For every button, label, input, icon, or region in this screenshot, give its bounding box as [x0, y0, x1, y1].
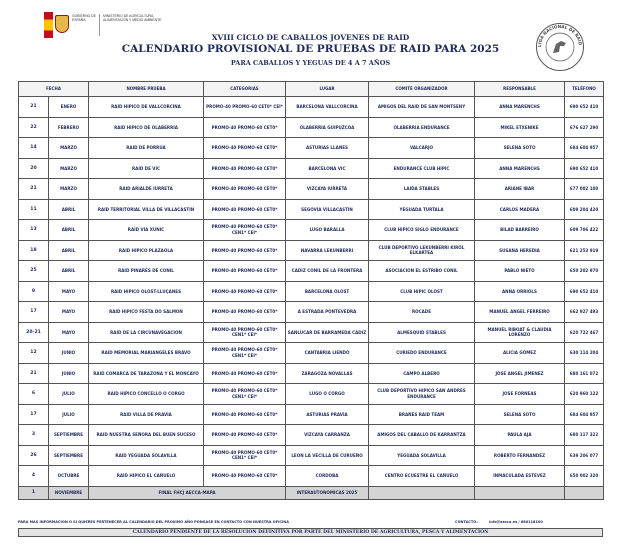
- event-place: LUGO BARALLA: [286, 220, 369, 241]
- contact-value: info@aecca.es / 680118100: [489, 520, 543, 524]
- event-place: VIZCAYA CARRANZA: [286, 425, 369, 446]
- event-categories: PROMO-40 PROMO-60 CET0* CEN1* CEI*: [204, 343, 286, 364]
- event-responsible: INMACULADA ESTEVEZ: [475, 466, 565, 487]
- event-place: CANTABRIA LIENDO: [286, 343, 369, 364]
- event-committee: CENTRO ECUESTRE EL CAÑUELO: [369, 466, 475, 487]
- event-categories: PROMO-40 PROMO-60 CET0* CEN1* CEI*: [204, 220, 286, 241]
- table-row: [19, 384, 604, 405]
- column-header-fecha: FECHA: [19, 82, 89, 97]
- event-name: RAID HIPICO CONCELLO O CORGO: [89, 384, 204, 405]
- final-place: INTERAUTONOMICAS 2025: [286, 486, 369, 499]
- event-name: RAID TERRITORIAL VILLA DE VILLACASTIN: [89, 199, 204, 220]
- event-name: RAID YEGUADA SOLAVILLA: [89, 445, 204, 466]
- column-header-nombre: NOMBRE PRUEBA: [89, 82, 204, 97]
- event-month: MARZO: [49, 179, 89, 200]
- event-categories: PROMO-40 PROMO-60 CET0* CEN1* CEI*: [204, 445, 286, 466]
- event-name: RAID HIPICO FESTA DO SALMON: [89, 302, 204, 323]
- footer-info-line: [18, 520, 603, 524]
- coat-of-arms-icon: [55, 15, 69, 33]
- event-responsible: JOSE FORNEAS: [475, 384, 565, 405]
- column-header-lugar: LUGAR: [286, 82, 369, 97]
- event-responsible: SUSANA HEREDIA: [475, 240, 565, 261]
- event-name: RAID MEMORIAL MARIANGELES BRAVO: [89, 343, 204, 364]
- final-empty-cell: [565, 486, 604, 499]
- page-subtitle: PARA CABALLOS Y YEGUAS DE 4 A 7 AÑOS: [230, 59, 391, 67]
- event-day: 9: [19, 281, 49, 302]
- event-name: RAID HIPICO DE OLABERRIA: [89, 117, 204, 138]
- event-name: RAID COMARCA DE TARAZONA Y EL MONCAYO: [89, 363, 204, 384]
- event-month: JULIO: [49, 404, 89, 425]
- column-header-comite: COMITÉ ORGANIZADOR: [369, 82, 475, 97]
- table-row: [19, 281, 604, 302]
- event-place: NAVARRA LEKUNBERRI: [286, 240, 369, 261]
- event-phone: 677 002 100: [565, 179, 604, 200]
- event-month: JULIO: [49, 384, 89, 405]
- event-categories: PROMO-40 PROMO-60 CET0* CEI*: [204, 97, 286, 118]
- event-responsible: CARLOS MADERA: [475, 199, 565, 220]
- event-phone: 620 960 122: [565, 384, 604, 405]
- event-phone: 684 604 957: [565, 138, 604, 159]
- event-committee: ASOCIACION EL ESTRIBO CONIL: [369, 261, 475, 282]
- event-month: ABRIL: [49, 261, 89, 282]
- event-month: MARZO: [49, 158, 89, 179]
- table-row: [19, 343, 604, 364]
- event-place: OLABERRIA GUIPUZCOA: [286, 117, 369, 138]
- table-row: [19, 179, 604, 200]
- table-row: [19, 138, 604, 159]
- event-phone: 690 652 410: [565, 97, 604, 118]
- event-responsible: ROBERTO FERNANDEZ: [475, 445, 565, 466]
- calendar-table: [18, 81, 604, 500]
- column-header-responsable: RESPONSABLE: [475, 82, 565, 97]
- event-place: CADIZ CONIL DE LA FRONTERA: [286, 261, 369, 282]
- event-day: 17: [19, 404, 49, 425]
- table-row: [19, 240, 604, 261]
- event-day: 11: [19, 199, 49, 220]
- event-categories: PROMO-40 PROMO-60 CET0*: [204, 158, 286, 179]
- event-place: ZARAGOZA NOVALLAS: [286, 363, 369, 384]
- event-day: 6: [19, 384, 49, 405]
- event-responsible: SELENA SOTO: [475, 138, 565, 159]
- event-committee: CLUB HIPICO SIGLO ENDURANCE: [369, 220, 475, 241]
- event-day: 20: [19, 158, 49, 179]
- event-name: RAID ARIALDE IURRETA: [89, 179, 204, 200]
- event-day: 21: [19, 363, 49, 384]
- event-day: 13: [19, 220, 49, 241]
- event-categories: PROMO-40 PROMO-60 CET0* CEN1* CEI*: [204, 322, 286, 343]
- event-responsible: SELENA SOTO: [475, 404, 565, 425]
- column-header-categorias: CATEGORIAS: [204, 82, 286, 97]
- table-row: [19, 220, 604, 241]
- event-phone: 684 604 957: [565, 404, 604, 425]
- event-responsible: MIKEL ETXENIKE: [475, 117, 565, 138]
- event-committee: YEGUADA TURTALA: [369, 199, 475, 220]
- event-responsible: ANNA MARENCHS: [475, 158, 565, 179]
- table-row: [19, 302, 604, 323]
- event-phone: 630 114 204: [565, 343, 604, 364]
- pending-resolution-note: CALENDARIO PENDIENTE DE LA RESOLUCION DEFINITIVA POR PARTE DEL MINISTERIO DE AGRICULTURA, PESCA Y ALIMENTACION: [18, 528, 603, 537]
- event-categories: PROMO-40 PROMO-60 CET0*: [204, 240, 286, 261]
- seal-text: LIGA NACIONAL DE RAID: [536, 23, 583, 48]
- event-month: ABRIL: [49, 240, 89, 261]
- event-name: RAID DE LA CIRCUNAVEGACION: [89, 322, 204, 343]
- event-month: MAYO: [49, 322, 89, 343]
- event-phone: 650 002 320: [565, 466, 604, 487]
- event-categories: PROMO-40 PROMO-60 CET0*: [204, 117, 286, 138]
- event-place: LEON LA VECILLA DE CURUEÑO: [286, 445, 369, 466]
- final-name: FINAL FHCJ AECCA-MAPA: [89, 486, 286, 499]
- event-place: ASTURIAS LLANES: [286, 138, 369, 159]
- event-responsible: PABLO NIETO: [475, 261, 565, 282]
- final-empty-cell: [475, 486, 565, 499]
- event-day: 25: [19, 261, 49, 282]
- event-name: RAID DE VIC: [89, 158, 204, 179]
- event-place: BARCELONA VIC: [286, 158, 369, 179]
- event-name: RAID HIPICO EL CAÑUELO: [89, 466, 204, 487]
- event-phone: 680 161 072: [565, 363, 604, 384]
- event-phone: 621 253 919: [565, 240, 604, 261]
- event-name: RAID PINARES DE CONIL: [89, 261, 204, 282]
- event-phone: 639 206 077: [565, 445, 604, 466]
- event-committee: VALCARJO: [369, 138, 475, 159]
- event-committee: ALMESQUID STABLES: [369, 322, 475, 343]
- event-responsible: ANNA MARENCHS: [475, 97, 565, 118]
- event-month: ABRIL: [49, 220, 89, 241]
- event-responsible: MANUEL ANGEL FERREIRO: [475, 302, 565, 323]
- event-categories: PROMO-40 PROMO-60 CET0*: [204, 425, 286, 446]
- event-responsible: ANNA ORRIOLS: [475, 281, 565, 302]
- event-day: 21: [19, 97, 49, 118]
- final-day: 1: [19, 486, 49, 499]
- table-row: [19, 322, 604, 343]
- event-phone: 650 202 970: [565, 261, 604, 282]
- event-phone: 620 722 467: [565, 322, 604, 343]
- event-responsible: ALICIA GÓMEZ: [475, 343, 565, 364]
- event-day: 14: [19, 138, 49, 159]
- event-day: 4: [19, 466, 49, 487]
- table-row: [19, 261, 604, 282]
- event-place: ASTURIAS PRAVIA: [286, 404, 369, 425]
- event-categories: PROMO-40 PROMO-60 CET0*: [204, 199, 286, 220]
- event-phone: 662 927 493: [565, 302, 604, 323]
- event-committee: BRAÑES RAID TEAM: [369, 404, 475, 425]
- event-committee: ENDURANCE CLUB HIPIC: [369, 158, 475, 179]
- event-month: ENERO: [49, 97, 89, 118]
- event-responsible: BILAD BARREIRO: [475, 220, 565, 241]
- event-committee: AMIGOS DEL CABALLO DE KARRANTZA: [369, 425, 475, 446]
- event-place: A ESTRADA PONTEVEDRA: [286, 302, 369, 323]
- event-committee: CAMPO ALBERO: [369, 363, 475, 384]
- event-categories: PROMO-40 PROMO-60 CET0*: [204, 302, 286, 323]
- event-committee: YEGUADA SOLAVILLA: [369, 445, 475, 466]
- table-row: [19, 425, 604, 446]
- event-place: VIZCAYA IURRETA: [286, 179, 369, 200]
- event-categories: PROMO-40 PROMO-60 CET0* CEN1* CEI*: [204, 384, 286, 405]
- event-name: RAID VIA XUNIC: [89, 220, 204, 241]
- event-categories: PROMO-40 PROMO-60 CET0*: [204, 179, 286, 200]
- event-committee: OLABERRIA ENDURANCE: [369, 117, 475, 138]
- event-committee: CLUB HIPIC OLOST: [369, 281, 475, 302]
- event-name: RAID HIPICO OLOST-LLUÇANES: [89, 281, 204, 302]
- event-categories: PROMO-40 PROMO-60 CET0*: [204, 466, 286, 487]
- final-month: NOVIEMBRE: [49, 486, 89, 499]
- event-committee: CLUB DEPORTIVO LEKUNBERRI KIROL ELKARTEA: [369, 240, 475, 261]
- contact-label: CONTACTO:: [455, 520, 478, 524]
- event-phone: 676 627 290: [565, 117, 604, 138]
- event-day: 17: [19, 302, 49, 323]
- event-day: 18: [19, 240, 49, 261]
- event-categories: PROMO-40 PROMO-60 CET0*: [204, 404, 286, 425]
- final-empty-cell: [369, 486, 475, 499]
- event-day: 3: [19, 425, 49, 446]
- event-month: MAYO: [49, 302, 89, 323]
- event-month: MARZO: [49, 138, 89, 159]
- table-row: [19, 445, 604, 466]
- event-phone: 680 117 322: [565, 425, 604, 446]
- logo-government-text: GOBIERNO DE ESPAÑA: [72, 14, 100, 36]
- event-month: MAYO: [49, 281, 89, 302]
- event-day: 12: [19, 343, 49, 364]
- event-committee: ROCADE: [369, 302, 475, 323]
- column-header-telefono: TELÉFONO: [565, 82, 604, 97]
- event-committee: CLUB DEPORTIVO HIPICO SAN ANDRES ENDURANCE: [369, 384, 475, 405]
- event-month: SEPTIEMBRE: [49, 445, 89, 466]
- event-name: RAID NUESTRA SEÑORA DEL BUEN SUCESO: [89, 425, 204, 446]
- event-place: BARCELONA OLOST: [286, 281, 369, 302]
- event-categories: PROMO-40 PROMO-60 CET0*: [204, 363, 286, 384]
- event-name: RAID VILLA DE PRAVIA: [89, 404, 204, 425]
- event-categories: PROMO-40 PROMO-60 CET0*: [204, 261, 286, 282]
- event-categories: PROMO-40 PROMO-60 CET0*: [204, 138, 286, 159]
- final-row: [19, 486, 604, 499]
- event-categories: PROMO-40 PROMO-60 CET0*: [204, 281, 286, 302]
- event-day: 21: [19, 179, 49, 200]
- event-responsible: MANUEL RIBOAT & CLAUDIA LORENZO: [475, 322, 565, 343]
- table-row: [19, 158, 604, 179]
- cycle-title: XVIII CICLO DE CABALLOS JOVENES DE RAID: [211, 33, 410, 42]
- page-title: CALENDARIO PROVISIONAL DE PRUEBAS DE RAID PARA 2025: [121, 43, 500, 55]
- event-month: JUNIO: [49, 363, 89, 384]
- event-name: RAID HIPICO DE VALLCORCINA: [89, 97, 204, 118]
- table-row: [19, 97, 604, 118]
- event-day: 22: [19, 117, 49, 138]
- event-phone: 609 204 420: [565, 199, 604, 220]
- event-phone: 690 652 410: [565, 158, 604, 179]
- event-month: ABRIL: [49, 199, 89, 220]
- event-responsible: JOSE ANGEL JIMENEZ: [475, 363, 565, 384]
- logo-ministry-text: MINISTERIO DE AGRICULTURA, ALIMENTACIÓN Y MEDIO AMBIENTE: [103, 14, 162, 23]
- event-month: OCTUBRE: [49, 466, 89, 487]
- table-row: [19, 117, 604, 138]
- table-row: [19, 199, 604, 220]
- event-place: LUGO O CORGO: [286, 384, 369, 405]
- event-phone: 690 652 410: [565, 281, 604, 302]
- event-responsible: ARIANE IBAR: [475, 179, 565, 200]
- event-place: BARCELONA VALLCORCINA: [286, 97, 369, 118]
- event-name: RAID DE PORRUA: [89, 138, 204, 159]
- footer-info-text: PARA MAS INFORMACION O SI QUIERES PERTENECER AL CALENDARIO DEL PROXIMO AÑO PONGASE EN CONTACTO CON NUESTRA OFICINA: [18, 520, 289, 524]
- event-day: 26: [19, 445, 49, 466]
- table-row: [19, 466, 604, 487]
- event-committee: CURIEDO ENDURANCE: [369, 343, 475, 364]
- event-phone: 609 706 422: [565, 220, 604, 241]
- table-row: [19, 404, 604, 425]
- table-row: [19, 363, 604, 384]
- event-place: SEGOVIA VILLACASTIN: [286, 199, 369, 220]
- event-day: 20-21: [19, 322, 49, 343]
- event-committee: LAIDA STABLES: [369, 179, 475, 200]
- event-place: CORDOBA: [286, 466, 369, 487]
- event-name: RAID HIPICO PLAZAOLA: [89, 240, 204, 261]
- event-month: SEPTIEMBRE: [49, 425, 89, 446]
- event-place: SANLUCAR DE BARRAMEDA CADIZ: [286, 322, 369, 343]
- event-month: FEBRERO: [49, 117, 89, 138]
- table-header-row: [19, 82, 604, 97]
- event-responsible: PAULA AJA: [475, 425, 565, 446]
- event-committee: AMIGOS DEL RAID DE SAN MONTSENY: [369, 97, 475, 118]
- event-month: JUNIO: [49, 343, 89, 364]
